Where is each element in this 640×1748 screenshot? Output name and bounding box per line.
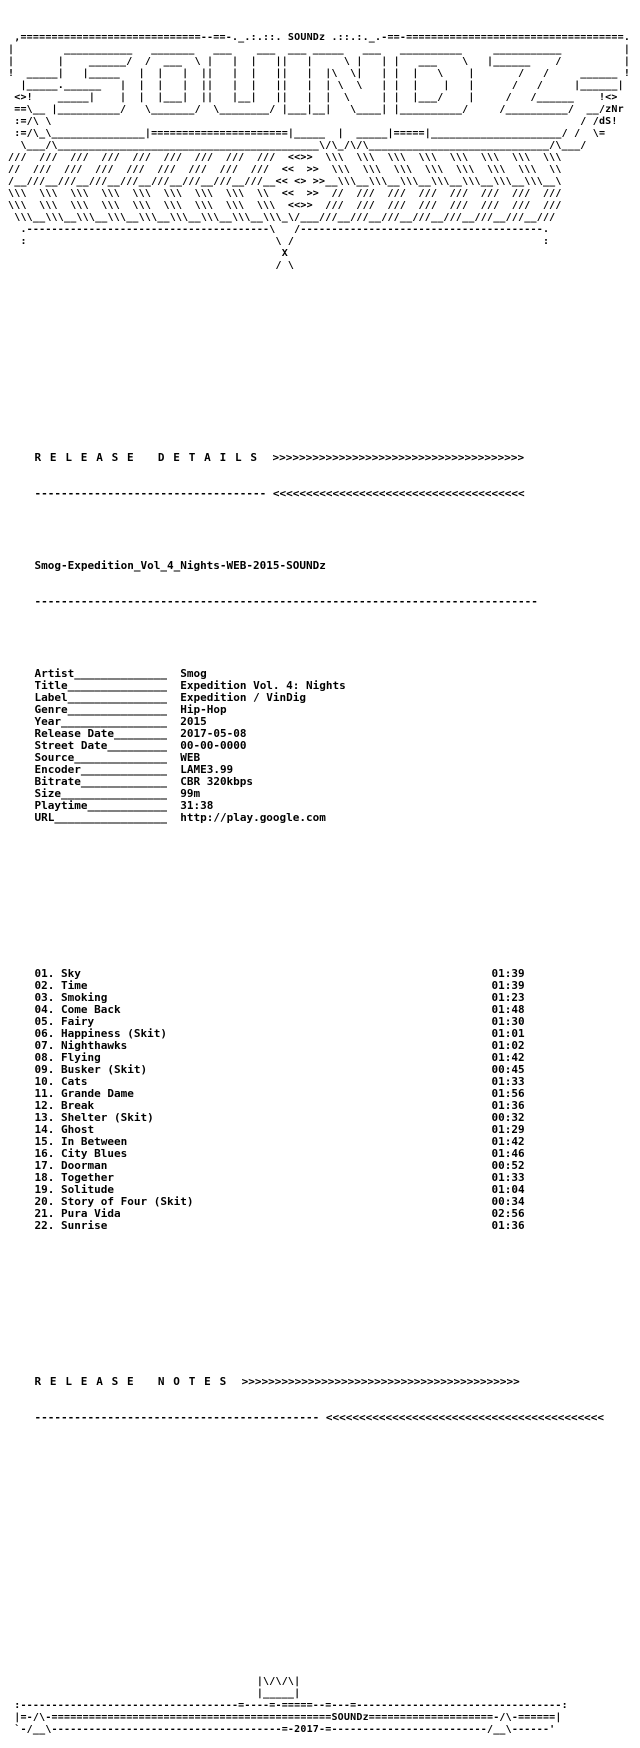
blank-line xyxy=(8,920,632,932)
field-label: URL xyxy=(34,811,55,824)
track-title: Smoking xyxy=(61,991,108,1004)
field-leader: ________ xyxy=(113,727,181,740)
track-time: 01:48 xyxy=(491,1003,525,1016)
track-number: 04. xyxy=(34,1003,55,1016)
track-time: 01:36 xyxy=(491,1219,525,1232)
track-title: In Between xyxy=(61,1135,128,1148)
field-label: Playtime xyxy=(34,799,88,812)
header-art-line: \\\ \\\ \\\ \\\ \\\ \\\ \\\ \\\ \\\ <<>> /// /// /// /// /// /// /// /// xyxy=(8,200,562,211)
blank-line xyxy=(8,1556,632,1568)
field-value: 00-00-0000 xyxy=(180,739,247,752)
track-number: 13. xyxy=(34,1111,55,1124)
blank-line xyxy=(8,380,632,392)
field-label: Artist xyxy=(34,667,75,680)
header-art-line: | | ______/ / ___ \ | | | || | \ | | | ___ \ |______ / | xyxy=(8,56,631,67)
field-label: Size xyxy=(34,787,61,800)
release-notes-arrows-left: <<<<<<<<<<<<<<<<<<<<<<<<<<<<<<<<<<<<<<<<<< xyxy=(325,1411,605,1424)
footer-art-line: `-/__\-------------------------------------=-2017-=-------------------------/__\------' xyxy=(8,1724,556,1735)
track-title: Grande Dame xyxy=(61,1087,134,1100)
blank-line xyxy=(8,344,632,356)
track-row xyxy=(8,1004,632,1016)
field-leader: _________________ xyxy=(54,811,181,824)
release-name: Smog-Expedition_Vol_4_Nights-WEB-2015-SOUNDz xyxy=(34,559,326,572)
release-fields xyxy=(8,668,632,824)
release-name-divider: ---------------------------------------------------------------------------- xyxy=(34,595,538,608)
release-notes-arrows-right: >>>>>>>>>>>>>>>>>>>>>>>>>>>>>>>>>>>>>>>>>> xyxy=(241,1375,520,1388)
track-time: 00:34 xyxy=(491,1195,525,1208)
header-art-line: /// /// /// /// /// /// /// /// /// <<>> \\\ \\\ \\\ \\\ \\\ \\\ \\\ \\\ xyxy=(8,152,562,163)
field-leader: _____________ xyxy=(80,775,181,788)
track-number: 14. xyxy=(34,1123,55,1136)
release-details-title: RELEASE DETAILS xyxy=(34,451,266,464)
header-art-line: | ___________ _______ ___ ___ ___ _____ ___ __________ ___________ | xyxy=(8,44,631,55)
track-title: Nighthawks xyxy=(61,1039,128,1052)
field-leader: _____________ xyxy=(80,763,181,776)
track-time: 01:39 xyxy=(491,967,525,980)
track-title: Shelter (Skit) xyxy=(61,1111,154,1124)
track-time: 01:29 xyxy=(491,1123,525,1136)
track-number: 17. xyxy=(34,1159,55,1172)
track-time: 01:42 xyxy=(491,1135,525,1148)
track-title: Sunrise xyxy=(61,1219,108,1232)
header-art-line: :=/\ \ / /dS! xyxy=(8,116,618,127)
track-time: 02:56 xyxy=(491,1207,525,1220)
track-number: 22. xyxy=(34,1219,55,1232)
track-number: 01. xyxy=(34,967,55,980)
track-number: 07. xyxy=(34,1039,55,1052)
blank-line xyxy=(8,1304,632,1316)
track-time: 01:39 xyxy=(491,979,525,992)
field-value: WEB xyxy=(180,751,201,764)
blank-line xyxy=(8,1268,632,1280)
track-title: Solitude xyxy=(61,1183,114,1196)
track-number: 03. xyxy=(34,991,55,1004)
field-label: Year xyxy=(34,715,61,728)
track-time: 01:04 xyxy=(491,1183,525,1196)
field-value: http://play.google.com xyxy=(180,811,326,824)
track-title: Ghost xyxy=(61,1123,95,1136)
header-art-line: <>! _____| | | |___| || |__| || | | \ | | |___/ | / /______ !<> xyxy=(8,92,618,103)
track-number: 10. xyxy=(34,1075,55,1088)
track-row xyxy=(8,1220,632,1232)
release-details-underline-line xyxy=(8,488,632,500)
track-time: 01:02 xyxy=(491,1039,525,1052)
track-time: 01:46 xyxy=(491,1147,525,1160)
field-leader: ________________ xyxy=(61,715,181,728)
field-row xyxy=(8,812,632,824)
track-time: 01:23 xyxy=(491,991,525,1004)
footer-art-line: |\/\/\| xyxy=(8,1676,301,1687)
track-time: 01:33 xyxy=(491,1075,525,1088)
field-label: Bitrate xyxy=(34,775,81,788)
track-number: 05. xyxy=(34,1015,55,1028)
field-leader: _______________ xyxy=(67,691,181,704)
release-details-section xyxy=(8,428,632,848)
header-art-line: \\\ \\\ \\\ \\\ \\\ \\\ \\\ \\\ \\ << >> // /// /// /// /// /// /// /// xyxy=(8,188,562,199)
track-title: Come Back xyxy=(61,1003,121,1016)
track-time: 01:36 xyxy=(491,1099,525,1112)
track-title: Cats xyxy=(61,1075,88,1088)
field-leader: _______________ xyxy=(67,703,181,716)
release-notes-underline: ------------------------------------------- xyxy=(34,1411,320,1424)
field-value: 31:38 xyxy=(180,799,214,812)
track-number: 21. xyxy=(34,1207,55,1220)
track-time: 01:42 xyxy=(491,1051,525,1064)
blank-line xyxy=(8,884,632,896)
track-title: Fairy xyxy=(61,1015,95,1028)
field-leader: ____________ xyxy=(87,799,181,812)
track-time: 01:56 xyxy=(491,1087,525,1100)
header-art-line: ,=============================--==-._.:.::. SOUNDz .::.:._.-==-===================================. xyxy=(8,32,631,43)
field-value: Smog xyxy=(180,667,207,680)
track-number: 18. xyxy=(34,1171,55,1184)
track-number: 09. xyxy=(34,1063,55,1076)
track-title: Break xyxy=(61,1099,95,1112)
track-number: 16. xyxy=(34,1147,55,1160)
track-title: Happiness (Skit) xyxy=(61,1027,167,1040)
field-leader: _________ xyxy=(107,739,181,752)
blank-line xyxy=(8,524,632,536)
track-title: City Blues xyxy=(61,1147,128,1160)
release-notes-title: RELEASE NOTES xyxy=(34,1375,235,1388)
track-row xyxy=(8,1064,632,1076)
field-label: Title xyxy=(34,679,68,692)
blank-line xyxy=(8,1520,632,1532)
track-row xyxy=(8,1112,632,1124)
field-value: LAME3.99 xyxy=(180,763,234,776)
header-art-line: / \ xyxy=(8,260,295,271)
footer-art-line: :-----------------------------------=----=-=====--=---=---------------------------------: xyxy=(8,1700,568,1711)
track-title: Flying xyxy=(61,1051,101,1064)
release-details-heading-line xyxy=(8,452,632,464)
field-value: Expedition / VinDig xyxy=(180,691,307,704)
field-value: Expedition Vol. 4: Nights xyxy=(180,679,346,692)
track-time: 01:30 xyxy=(491,1015,525,1028)
track-number: 06. xyxy=(34,1027,55,1040)
release-details-arrows-right: >>>>>>>>>>>>>>>>>>>>>>>>>>>>>>>>>>>>>> xyxy=(272,451,525,464)
track-title: Sky xyxy=(61,967,81,980)
header-art-line: :=/\_\_______________|======================|_____ | _____|=====|_____________________/ / \= xyxy=(8,128,606,139)
release-notes-section xyxy=(8,1352,632,1448)
field-leader: ________________ xyxy=(61,787,181,800)
release-notes-underline-line xyxy=(8,1412,632,1424)
field-value: 2015 xyxy=(180,715,207,728)
blank-line xyxy=(8,1484,632,1496)
track-number: 19. xyxy=(34,1183,55,1196)
field-value: 99m xyxy=(180,787,201,800)
field-leader: ______________ xyxy=(74,667,181,680)
track-time: 01:33 xyxy=(491,1171,525,1184)
field-leader: _______________ xyxy=(67,679,181,692)
field-label: Source xyxy=(34,751,75,764)
track-number: 02. xyxy=(34,979,55,992)
header-art-line: // /// /// /// /// /// /// /// /// << >> \\\ \\\ \\\ \\\ \\\ \\\ \\\ \\ xyxy=(8,164,562,175)
blank-line xyxy=(8,632,632,644)
field-label: Genre xyxy=(34,703,68,716)
nfo-document xyxy=(8,8,632,1748)
track-number: 15. xyxy=(34,1135,55,1148)
field-value: CBR 320kbps xyxy=(180,775,254,788)
header-art-line: |_____.______ | | | | || | | || | | \ \ | | | | | / / |______| xyxy=(8,80,624,91)
header-art-line: X xyxy=(8,248,288,259)
blank-line xyxy=(8,1628,632,1640)
track-title: Pura Vida xyxy=(61,1207,121,1220)
track-number: 08. xyxy=(34,1051,55,1064)
blank-line xyxy=(8,308,632,320)
header-art-line: : \ / : xyxy=(8,236,550,247)
release-details-arrows-left: <<<<<<<<<<<<<<<<<<<<<<<<<<<<<<<<<<<<<< xyxy=(272,487,525,500)
field-label: Release Date xyxy=(34,727,114,740)
release-details-underline: ----------------------------------- xyxy=(34,487,267,500)
track-title: Doorman xyxy=(61,1159,108,1172)
header-art-line: .---------------------------------------\ /---------------------------------------. xyxy=(8,224,550,235)
field-label: Encoder xyxy=(34,763,81,776)
release-name-divider-line xyxy=(8,596,632,608)
footer-art-line: |=-/\-=============================================SOUNDz====================-/\-======| xyxy=(8,1712,562,1723)
header-art-line: ==\__ |__________/ \_______/ \________/ |___|__| \____| |__________/ /__________/ __/zNr xyxy=(8,104,624,115)
track-time: 00:45 xyxy=(491,1063,525,1076)
field-label: Street Date xyxy=(34,739,108,752)
track-title: Time xyxy=(61,979,88,992)
field-value: 2017-05-08 xyxy=(180,727,247,740)
field-value: Hip-Hop xyxy=(180,703,227,716)
track-row xyxy=(8,1040,632,1052)
header-art-line: \___/\__________________________________________\/\_/\/\_____________________________/\___/ xyxy=(8,140,587,151)
tracklist xyxy=(8,968,632,1232)
track-title: Together xyxy=(61,1171,114,1184)
track-time: 00:32 xyxy=(491,1111,525,1124)
track-number: 11. xyxy=(34,1087,55,1100)
field-label: Label xyxy=(34,691,68,704)
release-name-line xyxy=(8,560,632,572)
header-art-line: /__///__///__///__///__///__///__///__///__<< <> >>__\\\__\\\__\\\__\\\__\\\__\\\__\\\__\ xyxy=(8,176,562,187)
track-title: Story of Four (Skit) xyxy=(61,1195,194,1208)
track-number: 12. xyxy=(34,1099,55,1112)
footer-art xyxy=(8,1676,632,1736)
field-leader: ______________ xyxy=(74,751,181,764)
track-time: 01:01 xyxy=(491,1027,525,1040)
blank-line xyxy=(8,1592,632,1604)
header-art-line: \\\__\\\__\\\__\\\__\\\__\\\__\\\__\\\__\\\_\/___///__///__///__///__///__///__///__/// xyxy=(8,212,556,223)
track-time: 00:52 xyxy=(491,1159,525,1172)
track-number: 20. xyxy=(34,1195,55,1208)
track-row xyxy=(8,1088,632,1100)
track-title: Busker (Skit) xyxy=(61,1063,148,1076)
release-notes-heading-line xyxy=(8,1376,632,1388)
footer-art-line: |_____| xyxy=(8,1688,301,1699)
header-art-line: ! _____| |_____ | | | || | | || | |\ \| | | | \ | / / ______ ! xyxy=(8,68,631,79)
header-art xyxy=(8,32,632,272)
